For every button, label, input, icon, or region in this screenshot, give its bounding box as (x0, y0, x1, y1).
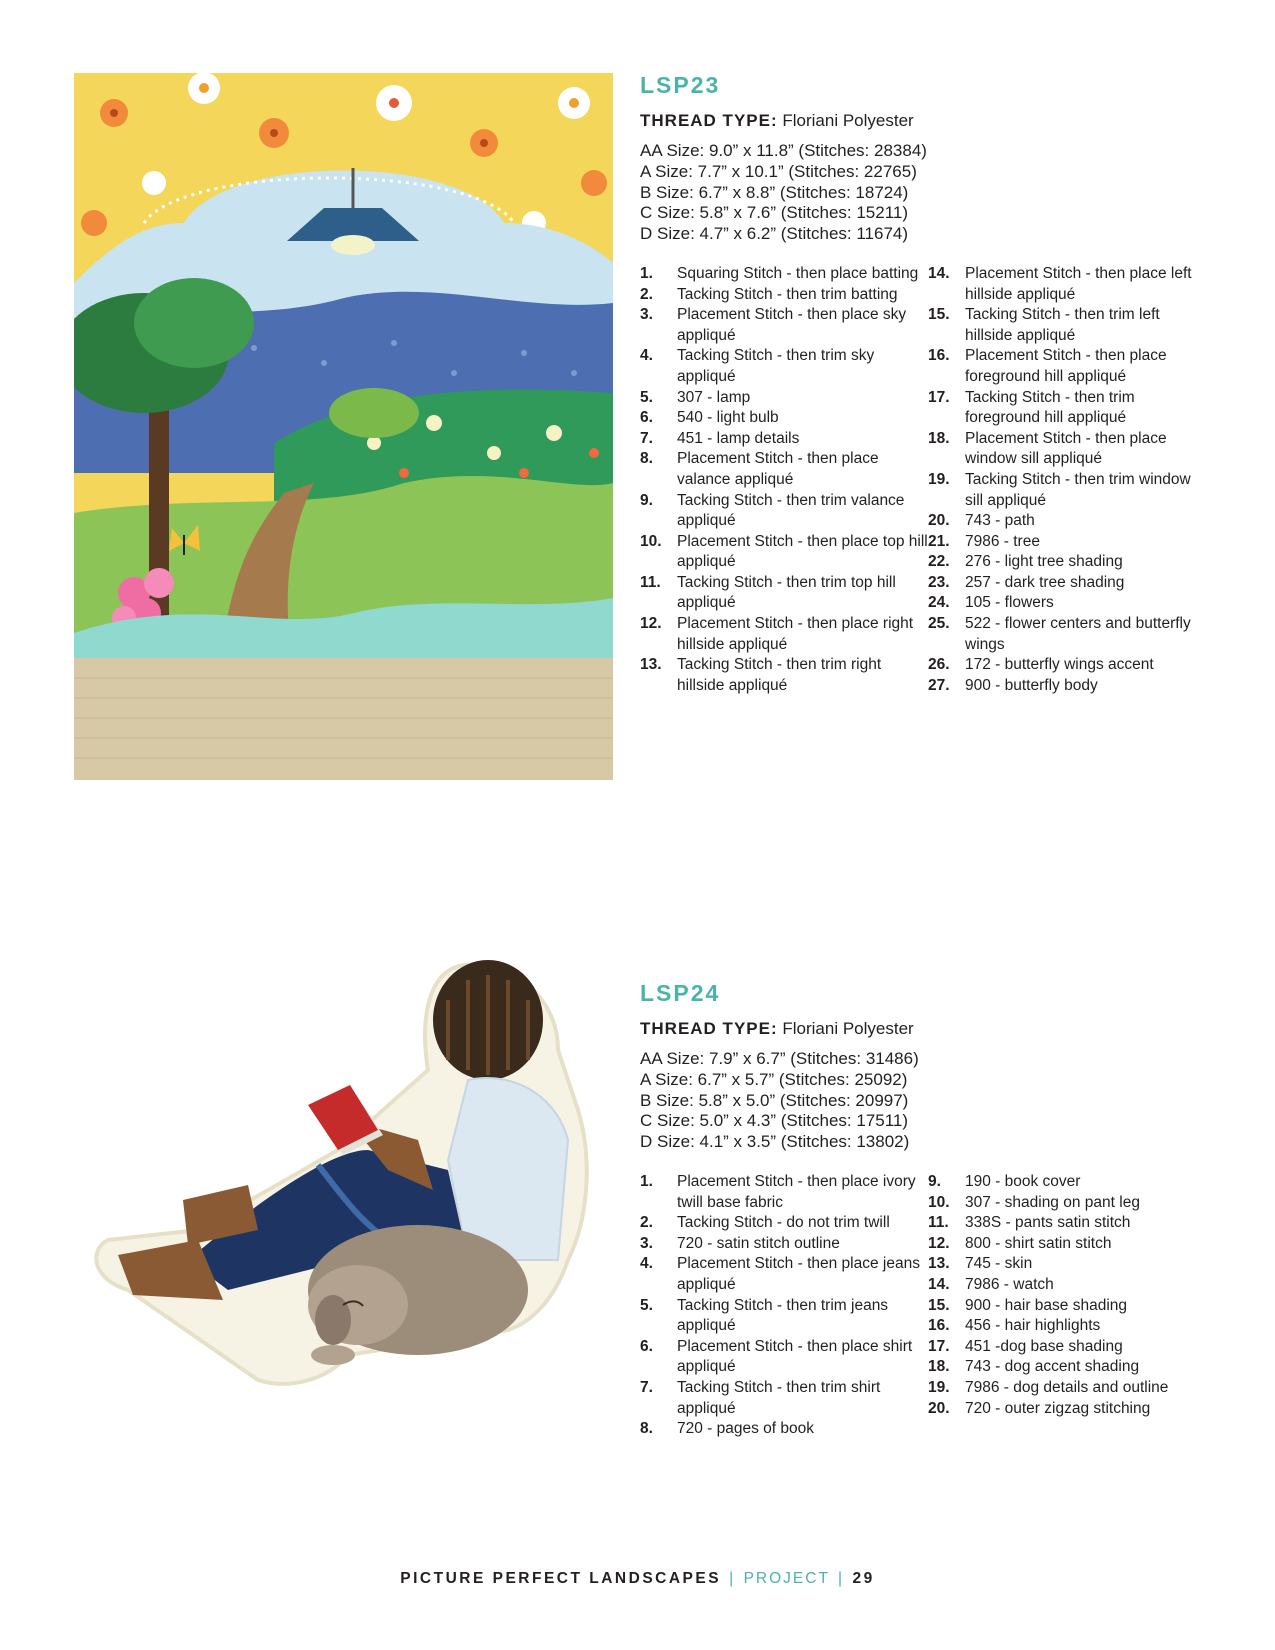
instruction-step (640, 532, 928, 573)
step-number: 5. (640, 1296, 653, 1314)
step-number: 14. (928, 1275, 950, 1293)
lsp23-landscape-photo (74, 73, 613, 780)
instruction-step (928, 614, 1198, 655)
size-line: C Size: 5.0” x 4.3” (Stitches: 17511) (640, 1111, 909, 1131)
instruction-step (928, 470, 1198, 511)
step-text: 307 - shading on pant leg (965, 1193, 1140, 1211)
lsp24-thread-type (640, 1019, 1200, 1039)
step-text: 451 - lamp details (677, 429, 800, 447)
thread-type-label: THREAD TYPE: (640, 111, 778, 130)
step-number: 7. (640, 429, 653, 447)
step-text: 743 - dog accent shading (965, 1358, 1140, 1376)
step-number: 5. (640, 388, 653, 406)
step-number: 2. (640, 285, 653, 303)
instruction-step (928, 1316, 1198, 1337)
step-number: 14. (928, 264, 950, 282)
footer-separator: | (729, 1570, 736, 1587)
step-text: Placement Stitch - then place shirt appliqué (677, 1337, 913, 1376)
step-number: 3. (640, 1234, 653, 1252)
lsp24-steps-right (928, 1172, 1198, 1440)
lsp24-reader-with-dog-patch (88, 960, 608, 1400)
step-number: 8. (640, 450, 653, 468)
step-text: 7986 - watch (965, 1275, 1054, 1293)
instruction-step (640, 1213, 928, 1234)
instruction-step (640, 449, 928, 490)
instruction-step (640, 429, 928, 450)
instruction-step (640, 573, 928, 614)
step-number: 4. (640, 1255, 653, 1273)
instruction-step (928, 532, 1198, 553)
instruction-step (928, 1357, 1198, 1378)
instruction-step (928, 388, 1198, 429)
instruction-step (928, 1193, 1198, 1214)
size-line: AA Size: 7.9” x 6.7” (Stitches: 31486) (640, 1049, 919, 1068)
step-text: Placement Stitch - then place right hillside appliqué (677, 615, 914, 653)
step-number: 7. (640, 1378, 653, 1396)
instruction-step (640, 655, 928, 696)
step-number: 25. (928, 615, 950, 633)
step-number: 6. (640, 1337, 653, 1355)
instruction-step (928, 305, 1198, 346)
thread-type-label: THREAD TYPE: (640, 1019, 778, 1038)
instruction-step (928, 1296, 1198, 1317)
step-number: 20. (928, 1399, 950, 1417)
step-text: 720 - outer zigzag stitching (965, 1399, 1151, 1417)
step-number: 13. (640, 656, 662, 674)
instruction-step (928, 511, 1198, 532)
step-number: 8. (640, 1420, 653, 1438)
instruction-step (640, 1337, 928, 1378)
step-text: Placement Stitch - then place ivory twill base fabric (677, 1172, 916, 1211)
step-text: Placement Stitch - then place window sill appliqué (965, 429, 1167, 468)
step-number: 16. (928, 347, 950, 365)
step-number: 26. (928, 656, 950, 674)
lsp24-section (640, 980, 1200, 1440)
step-text: Tacking Stitch - do not trim twill (677, 1214, 890, 1232)
instruction-step (640, 388, 928, 409)
step-text: 7986 - dog details and outline (965, 1378, 1169, 1396)
instruction-step (640, 1296, 928, 1337)
step-text: 900 - hair base shading (965, 1296, 1128, 1314)
step-text: Placement Stitch - then place valance appliqué (677, 450, 879, 488)
instruction-step (928, 346, 1198, 387)
size-line: C Size: 5.8” x 7.6” (Stitches: 15211) (640, 203, 909, 223)
step-text: 540 - light bulb (677, 409, 779, 427)
lsp23-steps (640, 264, 1200, 696)
page-footer (0, 1570, 1275, 1588)
step-number: 1. (640, 264, 653, 282)
instruction-step (640, 1172, 928, 1213)
instruction-step (928, 1378, 1198, 1399)
step-text: Tacking Stitch - then trim batting (677, 285, 898, 303)
instruction-step (928, 552, 1198, 573)
step-text: Placement Stitch - then place left hillside appliqué (965, 264, 1192, 303)
step-text: 522 - flower centers and butterfly wings (965, 615, 1191, 653)
step-number: 15. (928, 1296, 950, 1314)
instruction-step (928, 1254, 1198, 1275)
step-text: 720 - pages of book (677, 1420, 815, 1438)
step-text: 338S - pants satin stitch (965, 1214, 1131, 1232)
step-text: 307 - lamp (677, 388, 751, 406)
hair-icon (433, 960, 543, 1080)
step-number: 17. (928, 1337, 950, 1355)
size-line: A Size: 7.7” x 10.1” (Stitches: 22765) (640, 161, 917, 181)
step-text: 7986 - tree (965, 532, 1040, 550)
instruction-step (928, 1399, 1198, 1420)
step-text: 745 - skin (965, 1255, 1033, 1273)
step-text: Tacking Stitch - then trim sky appliqué (677, 347, 875, 385)
size-line: AA Size: 9.0” x 11.8” (Stitches: 28384) (640, 141, 927, 160)
instruction-step (640, 408, 928, 429)
step-text: Tacking Stitch - then trim shirt appliqué (677, 1378, 881, 1417)
size-line: B Size: 6.7” x 8.8” (Stitches: 18724) (640, 182, 909, 202)
instruction-step (640, 491, 928, 532)
instruction-step (640, 285, 928, 306)
instruction-step (928, 593, 1198, 614)
instruction-step (928, 1234, 1198, 1255)
instruction-step (640, 305, 928, 346)
lsp24-code: LSP24 (640, 980, 721, 1006)
step-text: 800 - shirt satin stitch (965, 1234, 1112, 1252)
lsp24-steps (640, 1172, 1200, 1440)
step-text: 172 - butterfly wings accent (965, 656, 1154, 674)
step-number: 27. (928, 676, 950, 694)
instruction-step (928, 1172, 1198, 1193)
step-text: 190 - book cover (965, 1172, 1081, 1190)
instruction-step (640, 1234, 928, 1255)
lsp23-section (640, 72, 1200, 696)
step-text: Placement Stitch - then place sky appliqué (677, 306, 907, 344)
step-number: 18. (928, 429, 950, 447)
instruction-step (928, 429, 1198, 470)
step-text: Tacking Stitch - then trim window sill appliqué (965, 470, 1191, 509)
step-text: 743 - path (965, 512, 1035, 530)
step-text: Tacking Stitch - then trim foreground hill appliqué (965, 388, 1135, 427)
step-number: 11. (928, 1214, 949, 1232)
step-number: 23. (928, 573, 950, 591)
step-text: Placement Stitch - then place jeans appliqué (677, 1255, 920, 1293)
step-number: 12. (640, 615, 662, 633)
footer-title: PICTURE PERFECT LANDSCAPES (400, 1570, 722, 1587)
instruction-step (640, 614, 928, 655)
step-number: 9. (928, 1172, 941, 1190)
step-text: 276 - light tree shading (965, 553, 1123, 571)
step-number: 10. (928, 1193, 950, 1211)
size-line: D Size: 4.1” x 3.5” (Stitches: 13802) (640, 1132, 910, 1152)
step-text: Tacking Stitch - then trim top hill appliqué (677, 573, 896, 612)
step-text: 720 - satin stitch outline (677, 1234, 840, 1252)
step-number: 12. (928, 1234, 950, 1252)
step-number: 21. (928, 532, 950, 550)
size-line: B Size: 5.8” x 5.0” (Stitches: 20997) (640, 1090, 909, 1110)
step-number: 10. (640, 532, 662, 550)
footer-section: PROJECT (743, 1570, 830, 1587)
lsp23-sizes (640, 141, 1200, 245)
step-text: Tacking Stitch - then trim jeans appliqué (677, 1296, 889, 1335)
thread-type-value: Floriani Polyester (782, 1019, 914, 1038)
instruction-step (640, 264, 928, 285)
instruction-step (928, 573, 1198, 594)
instruction-step (640, 1378, 928, 1419)
instruction-step (928, 655, 1198, 676)
step-text: 456 - hair highlights (965, 1317, 1101, 1335)
step-number: 9. (640, 491, 653, 509)
size-line: D Size: 4.7” x 6.2” (Stitches: 11674) (640, 224, 909, 244)
step-number: 19. (928, 1378, 950, 1396)
instruction-step (928, 1275, 1198, 1296)
instruction-step (640, 1254, 928, 1295)
lsp24-sizes (640, 1049, 1200, 1153)
step-number: 16. (928, 1317, 950, 1335)
step-number: 4. (640, 347, 653, 365)
size-line: A Size: 6.7” x 5.7” (Stitches: 25092) (640, 1069, 908, 1089)
step-number: 1. (640, 1172, 653, 1190)
step-text: Tacking Stitch - then trim left hillside appliqué (965, 306, 1160, 344)
step-text: 451 -dog base shading (965, 1337, 1123, 1355)
lsp23-steps-left (640, 264, 928, 696)
step-number: 22. (928, 553, 950, 571)
step-number: 6. (640, 409, 653, 427)
step-number: 20. (928, 512, 950, 530)
lsp23-code: LSP23 (640, 72, 721, 98)
instruction-step (928, 1213, 1198, 1234)
step-number: 13. (928, 1255, 950, 1273)
footer-separator: | (837, 1570, 845, 1587)
page-number: 29 (852, 1570, 875, 1587)
step-text: Squaring Stitch - then place batting (677, 264, 919, 282)
step-text: 257 - dark tree shading (965, 573, 1125, 591)
step-number: 19. (928, 470, 950, 488)
instruction-step (928, 264, 1198, 305)
lsp23-steps-right (928, 264, 1198, 696)
step-number: 18. (928, 1358, 950, 1376)
step-number: 15. (928, 306, 950, 324)
step-number: 2. (640, 1214, 653, 1232)
instruction-step (928, 1337, 1198, 1358)
step-text: Placement Stitch - then place foreground hill appliqué (965, 347, 1167, 385)
burlap-base (74, 658, 613, 780)
instruction-step (640, 346, 928, 387)
instruction-step (640, 1419, 928, 1440)
lsp24-steps-left (640, 1172, 928, 1440)
step-text: 900 - butterfly body (965, 676, 1098, 694)
instruction-step (928, 676, 1198, 697)
step-text: Placement Stitch - then place top hill appliqué (677, 532, 928, 571)
lsp23-thread-type (640, 111, 1200, 131)
step-text: Tacking Stitch - then trim right hillside appliqué (677, 656, 882, 694)
step-text: Tacking Stitch - then trim valance appliqué (677, 491, 905, 530)
step-number: 24. (928, 594, 950, 612)
step-number: 17. (928, 388, 950, 406)
step-number: 11. (640, 573, 661, 591)
step-number: 3. (640, 306, 653, 324)
thread-type-value: Floriani Polyester (782, 111, 914, 130)
step-text: 105 - flowers (965, 594, 1054, 612)
